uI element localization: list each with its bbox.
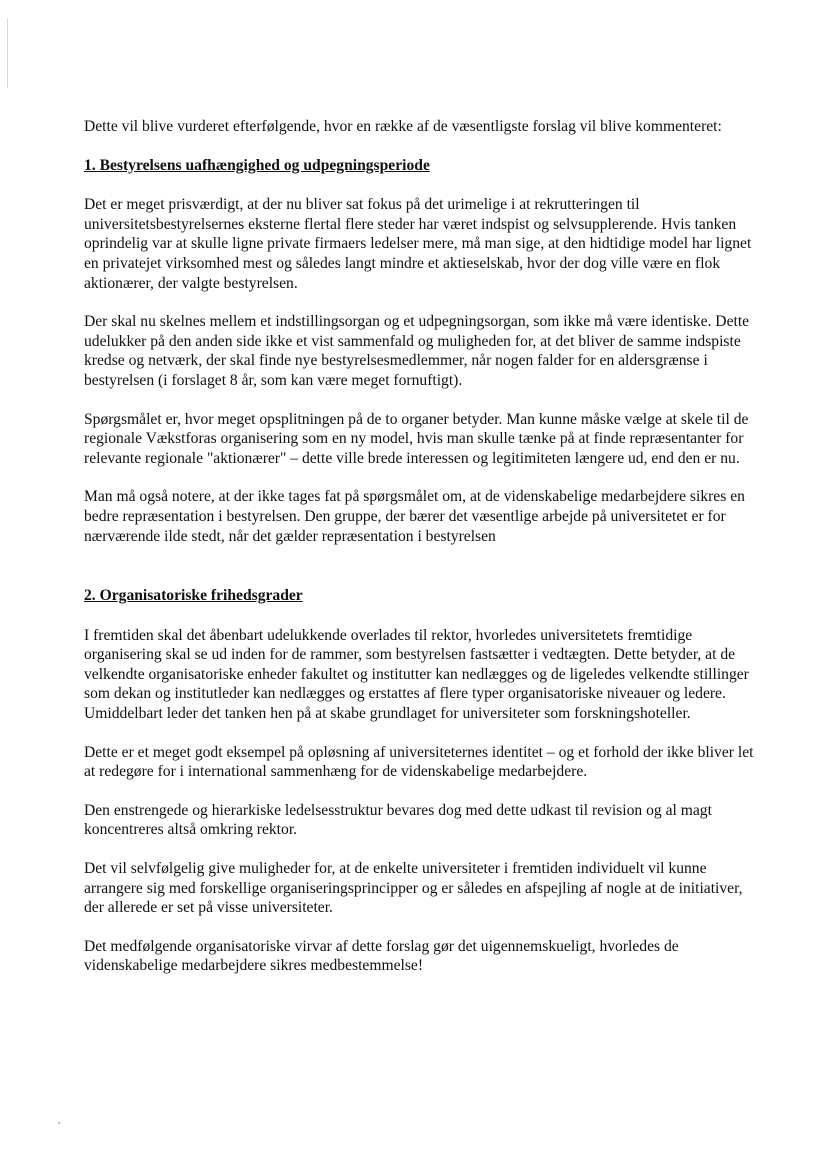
section-2-paragraph-2: Dette er et meget godt eksempel på opløsning af universiteternes identitet – og et forhold der ikke bliver let at redegøre for i international sammenhæng for de videnskabelige medarbejdere. (84, 743, 754, 781)
intro-paragraph: Dette vil blive vurderet efterfølgende, hvor en række af de væsentligste forslag vil blive kommenteret: (84, 118, 722, 135)
section-1-paragraph-4: Man må også notere, at der ikke tages fat på spørgsmålet om, at de videnskabelige medarbejdere sikres en bedre repræsentation i bestyrelsen. Den gruppe, der bærer det væsentlige arbejde på universitetet er for nærværende ilde stedt, når det gælder repræsentation i bestyrelsen (84, 488, 745, 545)
section-2-paragraph-3: Den enstrengede og hierarkiske ledelsesstruktur bevares dog med dette udkast til revision og al magt koncentreres altså omkring rektor. (84, 801, 712, 839)
scan-edge-mark (7, 18, 8, 88)
section-1-paragraph-1: Det er meget prisværdigt, at der nu bliver sat fokus på det urimelige i at rekrutteringen til universitetsbestyrelsernes eksterne flertal flere steder har været indspist og selvsupplerende. Hvis tanken oprindelig var at skulle ligne private firmaers ledelser mere, må man sige, at den hidtidige model har lignet en privatejet virksomhed mest og således langt mindre et aktieselskab, hvor der dog ville være en flok aktionærer, der valgte bestyrelsen. (84, 196, 752, 292)
section-1-heading: 1. Bestyrelsens uafhængighed og udpegningsperiode (84, 156, 430, 174)
section-2-paragraph-1: I fremtiden skal det åbenbart udelukkende overlades til rektor, hvorledes universitetets fremtidige organisering skal se ud inden for de rammer, som bestyrelsen fastsætter i vedtægten. Dette betyder, at de velkendte organisatoriske enheder fakultet og institutter kan nedlægges og de ligeledes velkendte stillinger som dekan og institutleder kan nedlægges og erstattes af flere typer organisatoriske niveauer og ledere. Umiddelbart leder det tanken hen på at skabe grundlaget for universiteter som forskningshoteller. (84, 626, 749, 723)
section-2-paragraph-4: Det vil selvfølgelig give muligheder for, at de enkelte universiteter i fremtiden individuelt vil kunne arrangere sig med forskellige organiseringsprincipper og er således en afspejling af nogle at de initiativer, der allerede er set på visse universiteter. (84, 860, 743, 917)
section-2-paragraph-5: Det medfølgende organisatoriske virvar af dette forslag gør det uigennemskueligt, hvorledes de videnskabelige medarbejdere sikres medbestemmelse! (84, 937, 679, 975)
document-body (84, 117, 764, 995)
section-1-paragraph-3: Spørgsmålet er, hvor meget opsplitningen på de to organer betyder. Man kunne måske vælge at skele til de regionale Vækstforas organisering som en ny model, hvis man skulle tænke på at finde repræsentanter for relevante regionale "aktionærer" – dette ville brede interessen og legitimiteten længere ud, end den er nu. (84, 410, 749, 467)
section-2-heading: 2. Organisatoriske frihedsgrader (84, 587, 303, 605)
section-1-paragraph-2: Der skal nu skelnes mellem et indstillingsorgan og et udpegningsorgan, som ikke må være identiske. Dette udelukker på den anden side ikke et vist sammenfald og muligheden for, at det bliver de samme indspiste kredse og netværk, der skal finde nye bestyrelsesmedlemmer, når nogen falder for en aldersgrænse i bestyrelsen (i forslaget 8 år, som kan være meget fornuftigt). (84, 313, 750, 389)
scan-dust-mark (58, 1122, 60, 1124)
